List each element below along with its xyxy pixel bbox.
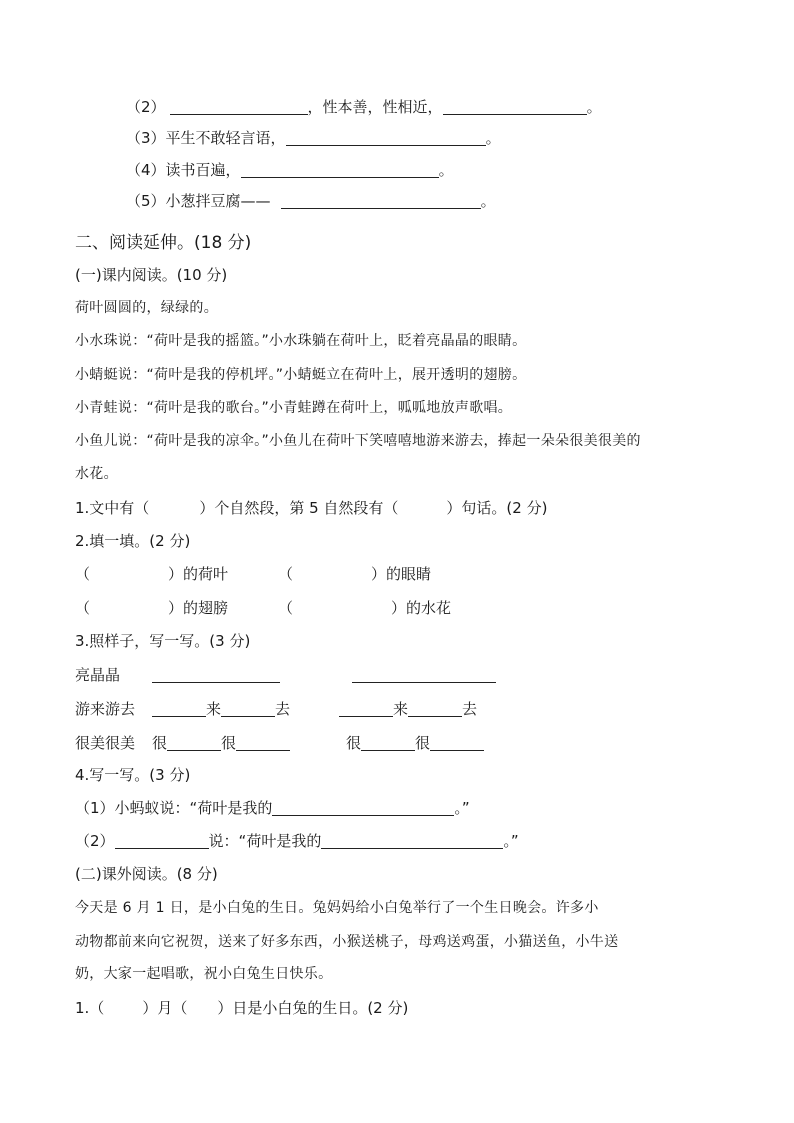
passage-line: 荷叶圆圆的，绿绿的。 bbox=[75, 300, 218, 316]
answer-blank[interactable] bbox=[272, 800, 454, 816]
answer-blank[interactable] bbox=[115, 833, 209, 849]
question-3-row bbox=[75, 733, 484, 753]
char: 来 bbox=[206, 700, 222, 718]
phrase: ）的眼睛 bbox=[371, 565, 432, 583]
fill-item-4 bbox=[126, 160, 454, 180]
question-text: （1）小蚂蚁说：“荷叶是我的 bbox=[75, 799, 273, 817]
item-number: （3） bbox=[126, 129, 166, 147]
question-4-title: 4.写一写。(3 分) bbox=[75, 766, 191, 784]
char: 很 bbox=[152, 734, 168, 752]
question-3-title: 3.照样子，写一写。(3 分) bbox=[75, 632, 251, 650]
section-title: 二、阅读延伸。(18 分) bbox=[75, 233, 252, 253]
paren: （ bbox=[278, 599, 294, 617]
passage-line: 奶，大家一起唱歌，祝小白兔生日快乐。 bbox=[75, 966, 333, 982]
item-end: 。 bbox=[485, 129, 501, 147]
paren: （ bbox=[278, 565, 294, 583]
answer-blank[interactable] bbox=[170, 99, 308, 115]
answer-blank[interactable] bbox=[286, 130, 486, 146]
char: 很 bbox=[221, 734, 237, 752]
answer-blank[interactable] bbox=[236, 735, 290, 751]
item-end: 。 bbox=[586, 98, 602, 116]
question-5 bbox=[75, 998, 408, 1018]
answer-blank[interactable] bbox=[361, 735, 415, 751]
question-3-row bbox=[75, 699, 477, 719]
question-2-title: 2.填一填。(2 分) bbox=[75, 532, 191, 550]
question-2-row bbox=[75, 598, 451, 618]
answer-blank[interactable] bbox=[167, 735, 221, 751]
question-text: 。” bbox=[454, 799, 470, 817]
phrase: ）的翅膀 bbox=[168, 599, 229, 617]
fill-item-2 bbox=[126, 97, 602, 117]
answer-blank[interactable] bbox=[321, 833, 503, 849]
question-text: ）个自然段，第 5 自然段有（ bbox=[199, 499, 399, 517]
example-word: 游来游去 bbox=[75, 700, 136, 718]
item-end: 。 bbox=[480, 192, 496, 210]
answer-blank[interactable] bbox=[408, 701, 462, 717]
item-number: （2） bbox=[126, 98, 166, 116]
passage-line: 今天是 6 月 1 日，是小白兔的生日。兔妈妈给小白兔举行了一个生日晚会。许多小 bbox=[75, 900, 599, 916]
part2-title: (二)课外阅读。(8 分) bbox=[75, 865, 218, 883]
char: 来 bbox=[393, 700, 409, 718]
answer-blank[interactable] bbox=[443, 99, 587, 115]
phrase: ）的水花 bbox=[391, 599, 452, 617]
phrase: ）的荷叶 bbox=[168, 565, 229, 583]
item-number: （5） bbox=[126, 192, 166, 210]
char: 去 bbox=[462, 700, 478, 718]
passage-line: 小青蛙说：“荷叶是我的歌台。”小青蛙蹲在荷叶上，呱呱地放声歌唱。 bbox=[75, 400, 513, 416]
answer-blank[interactable] bbox=[152, 701, 206, 717]
answer-blank[interactable] bbox=[339, 701, 393, 717]
passage-line: 小鱼儿说：“荷叶是我的凉伞。”小鱼儿在荷叶下笑嘻嘻地游来游去，捧起一朵朵很美很美的 bbox=[75, 433, 641, 449]
question-3-row bbox=[75, 665, 496, 685]
char: 很 bbox=[415, 734, 431, 752]
question-text: 说：“荷叶是我的 bbox=[208, 832, 322, 850]
fill-item-3 bbox=[126, 128, 501, 148]
item-end: 。 bbox=[438, 161, 454, 179]
answer-blank[interactable] bbox=[352, 667, 496, 683]
paren: （ bbox=[75, 565, 91, 583]
item-text: ，性本善，性相近， bbox=[307, 98, 443, 116]
question-4-row bbox=[75, 798, 470, 818]
question-text: 1.文中有（ bbox=[75, 499, 150, 517]
question-text: ）日是小白兔的生日。(2 分) bbox=[217, 999, 409, 1017]
item-number: （4） bbox=[126, 161, 166, 179]
passage-line: 动物都前来向它祝贺，送来了好多东西，小猴送桃子，母鸡送鸡蛋，小猫送鱼，小牛送 bbox=[75, 934, 619, 950]
item-text: 平生不敢轻言语， bbox=[165, 129, 286, 147]
passage-line: 水花。 bbox=[75, 466, 118, 482]
question-text: 。” bbox=[503, 832, 519, 850]
example-word: 亮晶晶 bbox=[75, 666, 121, 684]
question-text: （2） bbox=[75, 832, 115, 850]
char: 很 bbox=[346, 734, 362, 752]
char: 去 bbox=[275, 700, 291, 718]
answer-blank[interactable] bbox=[221, 701, 275, 717]
question-4-row bbox=[75, 831, 519, 851]
question-text: ）月（ bbox=[142, 999, 188, 1017]
answer-blank[interactable] bbox=[430, 735, 484, 751]
fill-item-5 bbox=[126, 191, 496, 211]
answer-blank[interactable] bbox=[152, 667, 280, 683]
answer-blank[interactable] bbox=[281, 193, 481, 209]
question-text: 1.（ bbox=[75, 999, 105, 1017]
question-text: ）句话。(2 分) bbox=[446, 499, 548, 517]
example-word: 很美很美 bbox=[75, 734, 136, 752]
passage-line: 小水珠说：“荷叶是我的摇篮。”小水珠躺在荷叶上，眨着亮晶晶的眼睛。 bbox=[75, 333, 527, 349]
part1-title: (一)课内阅读。(10 分) bbox=[75, 266, 228, 284]
passage-line: 小蜻蜓说：“荷叶是我的停机坪。”小蜻蜓立在荷叶上，展开透明的翅膀。 bbox=[75, 367, 527, 383]
paren: （ bbox=[75, 599, 91, 617]
item-text: 读书百遍， bbox=[165, 161, 241, 179]
item-text: 小葱拌豆腐—— bbox=[165, 192, 271, 210]
answer-blank[interactable] bbox=[241, 162, 439, 178]
question-2-row bbox=[75, 564, 431, 584]
question-1 bbox=[75, 498, 547, 518]
